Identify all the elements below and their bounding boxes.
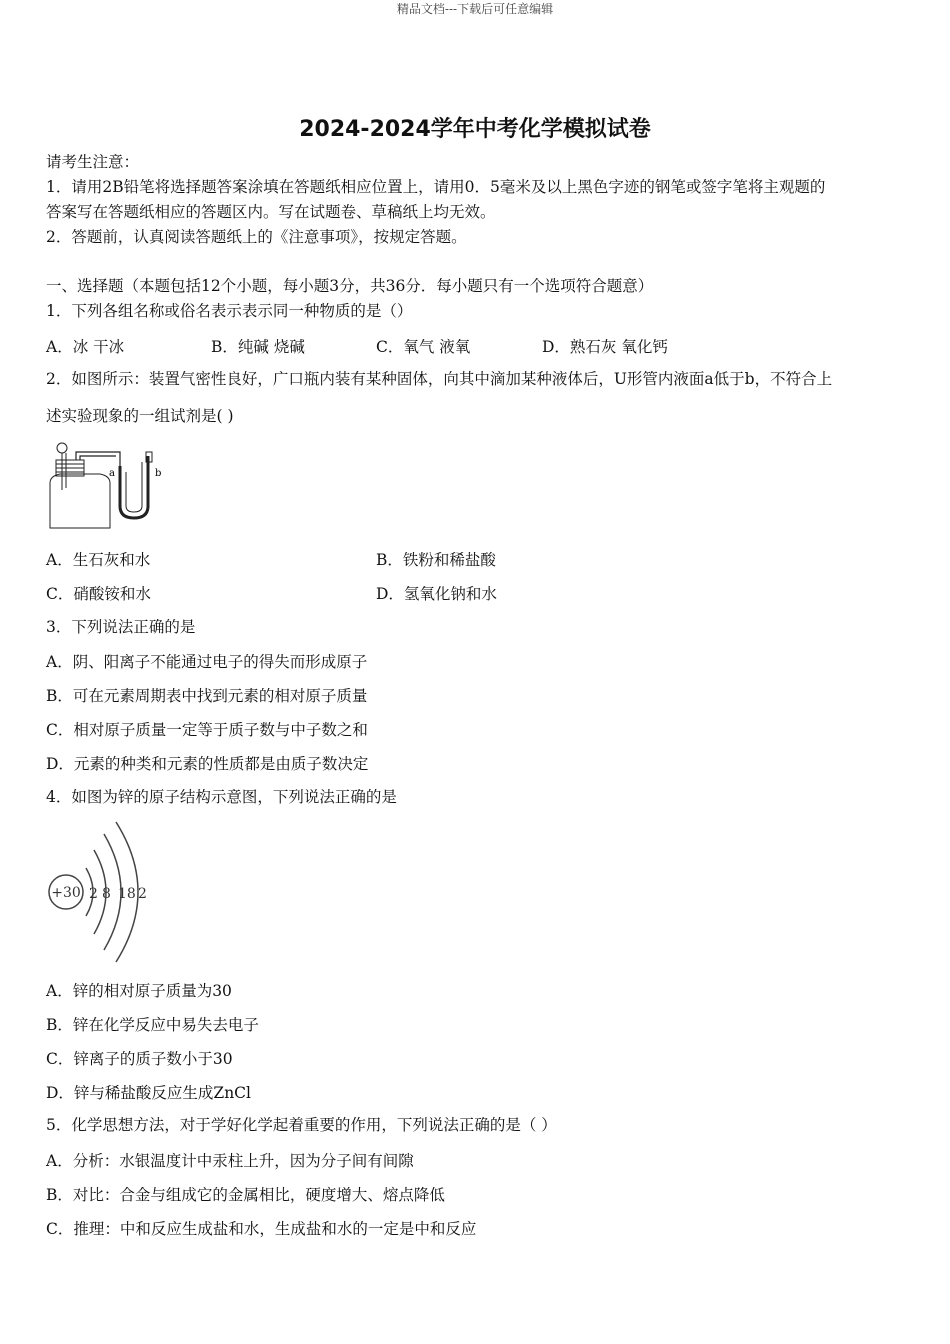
q1-option-d[interactable]: D．熟石灰 氧化钙 xyxy=(542,338,668,356)
shell-3-electrons: 18 xyxy=(118,886,136,902)
shell-1-electrons: 2 xyxy=(89,886,98,902)
q3-option-c[interactable]: C．相对原子质量一定等于质子数与中子数之和 xyxy=(46,721,368,739)
notice-item1-line2: 答案写在答题纸相应的答题区内。写在试题卷、草稿纸上均无效。 xyxy=(46,203,496,221)
u-tube-apparatus-figure xyxy=(40,438,170,533)
q4-option-c[interactable]: C．锌离子的质子数小于30 xyxy=(46,1050,233,1068)
section-heading: 一、选择题（本题包括12个小题，每小题3分，共36分．每小题只有一个选项符合题意） xyxy=(46,277,654,295)
q5-option-c[interactable]: C．推理：中和反应生成盐和水，生成盐和水的一定是中和反应 xyxy=(46,1220,477,1238)
q4-option-a[interactable]: A．锌的相对原子质量为30 xyxy=(46,982,232,1000)
q1-option-a[interactable]: A．冰 干冰 xyxy=(46,338,125,356)
question-2-stem-line2: 述实验现象的一组试剂是( ) xyxy=(46,407,234,425)
question-4-stem: 4．如图为锌的原子结构示意图，下列说法正确的是 xyxy=(46,788,397,806)
q1-option-c[interactable]: C．氧气 液氧 xyxy=(376,338,471,356)
fig-label-a: a xyxy=(109,468,115,479)
q5-option-b[interactable]: B．对比：合金与组成它的金属相比，硬度增大、熔点降低 xyxy=(46,1186,445,1204)
fig-label-b: b xyxy=(155,468,162,479)
q3-option-b[interactable]: B．可在元素周期表中找到元素的相对原子质量 xyxy=(46,687,368,705)
shell-4-electrons: 2 xyxy=(138,886,147,902)
q5-option-a[interactable]: A．分析：水银温度计中汞柱上升，因为分子间有间隙 xyxy=(46,1152,414,1170)
page-title: 2024-2024学年中考化学模拟试卷 xyxy=(299,117,651,142)
q1-option-b[interactable]: B．纯碱 烧碱 xyxy=(211,338,305,356)
notice-heading: 请考生注意： xyxy=(46,153,140,171)
zinc-atom-structure-figure xyxy=(42,818,162,968)
notice-item2: 2．答题前，认真阅读答题纸上的《注意事项》，按规定答题。 xyxy=(46,228,467,246)
q2-option-d[interactable]: D．氢氧化钠和水 xyxy=(376,585,497,603)
q3-option-d[interactable]: D．元素的种类和元素的性质都是由质子数决定 xyxy=(46,755,369,773)
q4-option-d[interactable]: D．锌与稀盐酸反应生成ZnCl xyxy=(46,1084,251,1102)
notice-item1-line1: 1．请用2B铅笔将选择题答案涂填在答题纸相应位置上，请用0．5毫米及以上黑色字迹的钢笔或签字笔将主观题的 xyxy=(46,178,826,196)
shell-2-electrons: 8 xyxy=(102,886,111,902)
header-note: 精品文档---下载后可任意编辑 xyxy=(396,2,554,16)
q2-option-b[interactable]: B．铁粉和稀盐酸 xyxy=(376,551,496,569)
q2-option-c[interactable]: C．硝酸铵和水 xyxy=(46,585,151,603)
question-1-stem: 1．下列各组名称或俗名表示表示同一种物质的是（） xyxy=(46,302,413,320)
nucleus-label: +30 xyxy=(51,885,81,901)
q3-option-a[interactable]: A．阴、阳离子不能通过电子的得失而形成原子 xyxy=(46,653,368,671)
question-3-stem: 3．下列说法正确的是 xyxy=(46,618,196,636)
question-5-stem: 5．化学思想方法，对于学好化学起着重要的作用，下列说法正确的是（ ） xyxy=(46,1116,557,1134)
q4-option-b[interactable]: B．锌在化学反应中易失去电子 xyxy=(46,1016,259,1034)
q2-option-a[interactable]: A．生石灰和水 xyxy=(46,551,151,569)
question-2-stem-line1: 2．如图所示：装置气密性良好，广口瓶内装有某种固体，向其中滴加某种液体后，U形管内液面a低于b，不符合上 xyxy=(46,370,833,388)
